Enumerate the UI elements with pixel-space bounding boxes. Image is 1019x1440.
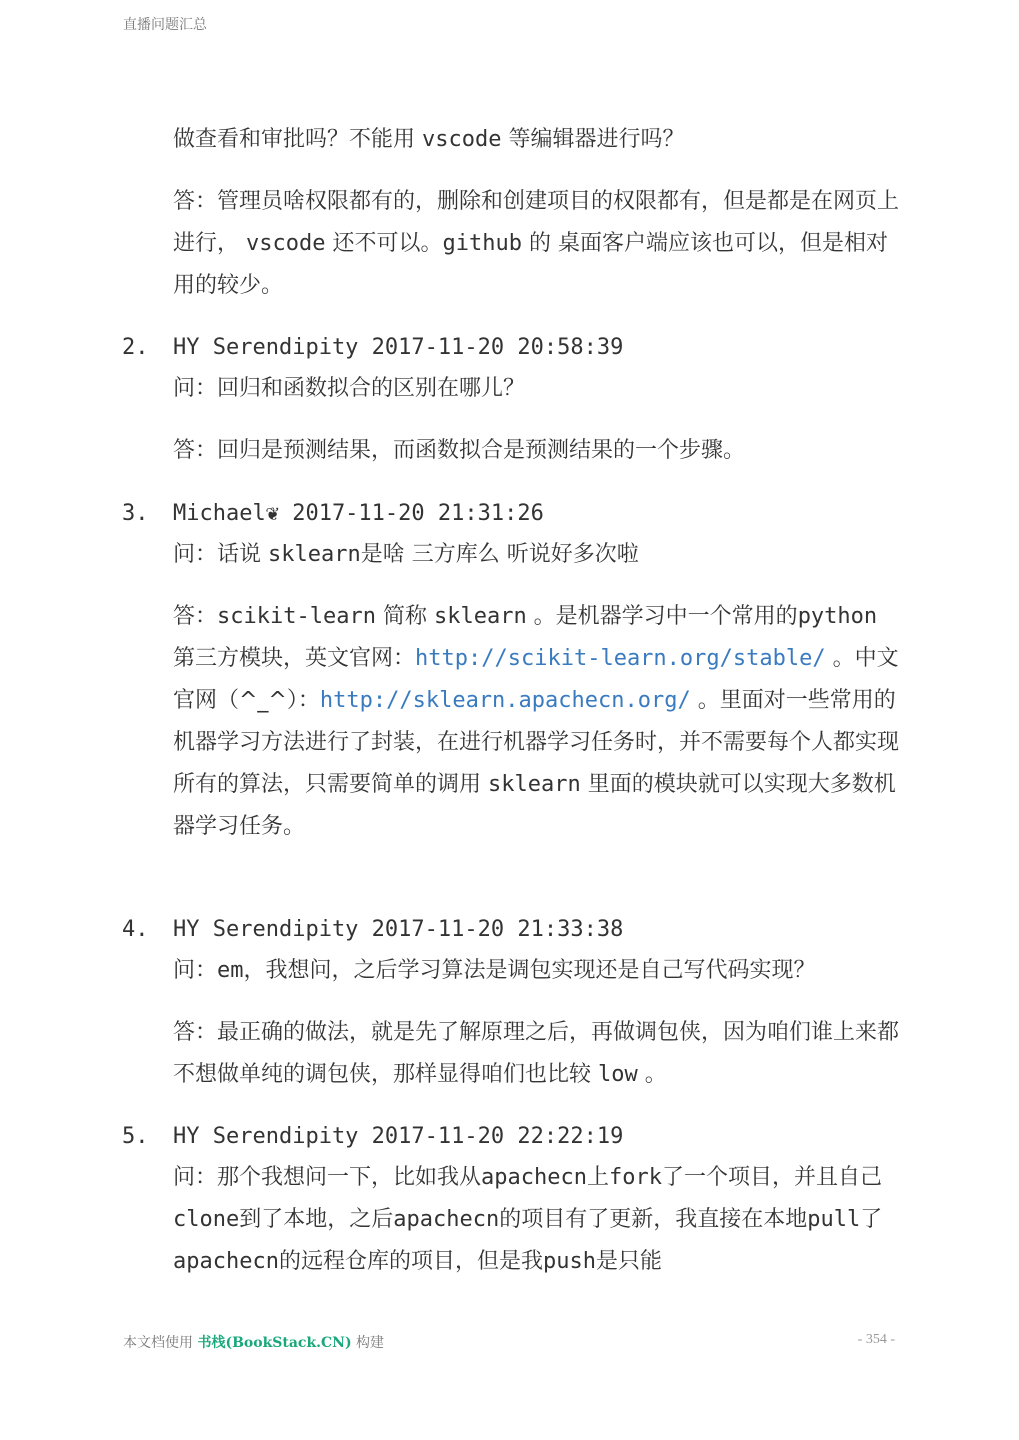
qa-answer: 答：回归是预测结果，而函数拟合是预测结果的一个步骤。 <box>173 438 746 463</box>
qa-question: 问：那个我想问一下，比如我从apachecn上fork了一个项目，并且自己clone到了本地，之后apachecn的项目有了更新，我直接在本地pull了apachecn的远程仓库的项目，但是我push是只能 <box>173 1165 883 1274</box>
intro-answer: 答：管理员啥权限都有的，删除和创建项目的权限都有，但是都是在网页上进行， vscode 还不可以。github 的 桌面客户端应该也可以，但是相对用的较少。 <box>173 189 900 298</box>
bookstack-brand-link[interactable]: 书栈(BookStack.CN) <box>197 1335 352 1351</box>
qa-answer: 答：scikit-learn 简称 sklearn 。是机器学习中一个常用的python 第三方模块，英文官网：http://scikit-learn.org/stable/ 。中文官网（^_^）：http://sklearn.apachecn.org/ 。里面对一些常用的机器学习方法进行了封装，在进行机器学习任务时，并不需要每个人都实现所有的算法，只需要简单的调用 sklearn 里面的模块就可以实现大多数机器学习任务。 <box>173 604 900 839</box>
qa-item-head: 3. Michael❦ 2017-11-20 21:31:26 <box>122 501 544 526</box>
page-footer: 本文档使用 书栈(BookStack.CN) 构建 <box>123 1335 385 1351</box>
sklearn-apachecn-link[interactable]: http://sklearn.apachecn.org/ <box>319 688 691 713</box>
qa-question: 问：回归和函数拟合的区别在哪儿？ <box>173 376 526 401</box>
scikit-learn-link[interactable]: http://scikit-learn.org/stable/ <box>415 646 826 671</box>
qa-item-head: 2. HY Serendipity 2017-11-20 20:58:39 <box>122 335 624 360</box>
qa-item-head: 4. HY Serendipity 2017-11-20 21:33:38 <box>122 917 624 942</box>
page-number: - 354 - <box>857 1332 895 1347</box>
qa-question: 问：话说 sklearn是啥 三方库么 听说好多次啦 <box>173 542 639 567</box>
qa-question: 问：em，我想问，之后学习算法是调包实现还是自己写代码实现？ <box>173 958 816 983</box>
qa-answer: 答：最正确的做法，就是先了解原理之后，再做调包侠，因为咱们谁上来都不想做单纯的调包侠，那样显得咱们也比较 low 。 <box>173 1020 900 1087</box>
intro-question-tail: 做查看和审批吗？不能用 vscode 等编辑器进行吗？ <box>173 127 685 152</box>
page-header: 直播问题汇总 <box>123 17 207 33</box>
qa-item-head: 5. HY Serendipity 2017-11-20 22:22:19 <box>122 1124 624 1149</box>
